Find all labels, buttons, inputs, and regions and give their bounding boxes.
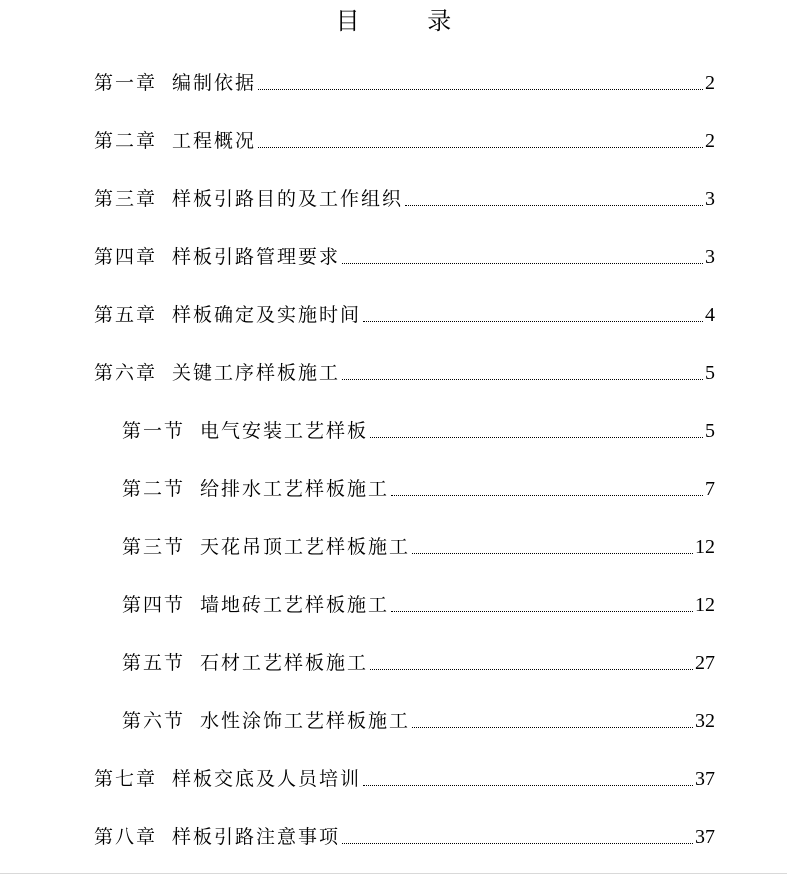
toc-page-number: 5 (705, 420, 715, 442)
toc-text: 水性涂饰工艺样板施工 (200, 710, 411, 732)
toc-prefix: 第八章 (94, 826, 158, 848)
toc-page-number: 37 (695, 826, 715, 848)
toc-label (94, 72, 256, 94)
toc-label (94, 188, 403, 210)
toc-text: 样板确定及实施时间 (172, 304, 362, 326)
toc-prefix: 第四章 (94, 246, 158, 268)
toc-page-number: 3 (705, 246, 715, 268)
toc-entry-chapter-1[interactable] (94, 64, 715, 94)
toc-prefix: 第一章 (94, 72, 158, 94)
toc-prefix: 第二章 (94, 130, 158, 152)
toc-page-number: 27 (695, 652, 715, 674)
toc-entry-chapter-4[interactable] (94, 238, 715, 268)
toc-entry-chapter-3[interactable] (94, 180, 715, 210)
page-bottom-divider (0, 873, 787, 874)
toc-leader-dots (342, 843, 693, 844)
toc-label (122, 478, 389, 500)
toc-page-number: 37 (695, 768, 715, 790)
toc-page-number: 12 (695, 594, 715, 616)
toc-text: 墙地砖工艺样板施工 (200, 594, 390, 616)
toc-page-number: 7 (705, 478, 715, 500)
toc-prefix: 第三节 (122, 536, 186, 558)
toc-label (94, 304, 361, 326)
toc-leader-dots (412, 553, 693, 554)
toc-entry-section-1[interactable] (122, 412, 715, 442)
toc-leader-dots (258, 147, 703, 148)
toc-leader-dots (412, 727, 693, 728)
toc-page-number: 3 (705, 188, 715, 210)
toc-text: 样板引路目的及工作组织 (172, 188, 404, 210)
toc-text: 工程概况 (172, 130, 257, 152)
toc-leader-dots (391, 611, 693, 612)
toc-entry-section-5[interactable] (122, 644, 715, 674)
toc-page-number: 2 (705, 72, 715, 94)
toc-text: 样板引路管理要求 (172, 246, 341, 268)
toc-entry-section-3[interactable] (122, 528, 715, 558)
toc-text: 给排水工艺样板施工 (200, 478, 390, 500)
toc-label (122, 652, 368, 674)
toc-title: 目 录 (335, 7, 482, 35)
toc-leader-dots (391, 495, 703, 496)
toc-label (122, 536, 410, 558)
toc-leader-dots (370, 437, 703, 438)
toc-text: 编制依据 (172, 72, 257, 94)
toc-entry-section-6[interactable] (122, 702, 715, 732)
toc-leader-dots (342, 263, 703, 264)
toc-prefix: 第五章 (94, 304, 158, 326)
toc-page-number: 12 (695, 536, 715, 558)
toc-label (94, 362, 340, 384)
toc-text: 样板引路注意事项 (172, 826, 341, 848)
toc-leader-dots (342, 379, 703, 380)
toc-entry-section-2[interactable] (122, 470, 715, 500)
toc-prefix: 第四节 (122, 594, 186, 616)
toc-label (122, 420, 368, 442)
toc-entry-chapter-6[interactable] (94, 354, 715, 384)
toc-text: 天花吊顶工艺样板施工 (200, 536, 411, 558)
toc-page-number: 32 (695, 710, 715, 732)
toc-entry-chapter-8[interactable] (94, 818, 715, 848)
toc-text: 样板交底及人员培训 (172, 768, 362, 790)
toc-entry-chapter-5[interactable] (94, 296, 715, 326)
toc-text: 石材工艺样板施工 (200, 652, 369, 674)
toc-text: 电气安装工艺样板 (200, 420, 369, 442)
toc-leader-dots (370, 669, 693, 670)
toc-label (94, 826, 340, 848)
toc-label (94, 246, 340, 268)
toc-page-number: 5 (705, 362, 715, 384)
toc-leader-dots (363, 785, 693, 786)
toc-leader-dots (258, 89, 703, 90)
toc-prefix: 第六节 (122, 710, 186, 732)
toc-leader-dots (405, 205, 703, 206)
toc-prefix: 第二节 (122, 478, 186, 500)
toc-label (94, 768, 361, 790)
toc-leader-dots (363, 321, 703, 322)
toc-prefix: 第五节 (122, 652, 186, 674)
toc-page-number: 4 (705, 304, 715, 326)
toc-page-number: 2 (705, 130, 715, 152)
toc-entry-section-4[interactable] (122, 586, 715, 616)
toc-entry-chapter-7[interactable] (94, 760, 715, 790)
toc-prefix: 第七章 (94, 768, 158, 790)
toc-label (94, 130, 256, 152)
toc-prefix: 第三章 (94, 188, 158, 210)
toc-text: 关键工序样板施工 (172, 362, 341, 384)
toc-entry-chapter-2[interactable] (94, 122, 715, 152)
toc-label (122, 710, 410, 732)
toc-prefix: 第一节 (122, 420, 186, 442)
toc-label (122, 594, 389, 616)
toc-prefix: 第六章 (94, 362, 158, 384)
